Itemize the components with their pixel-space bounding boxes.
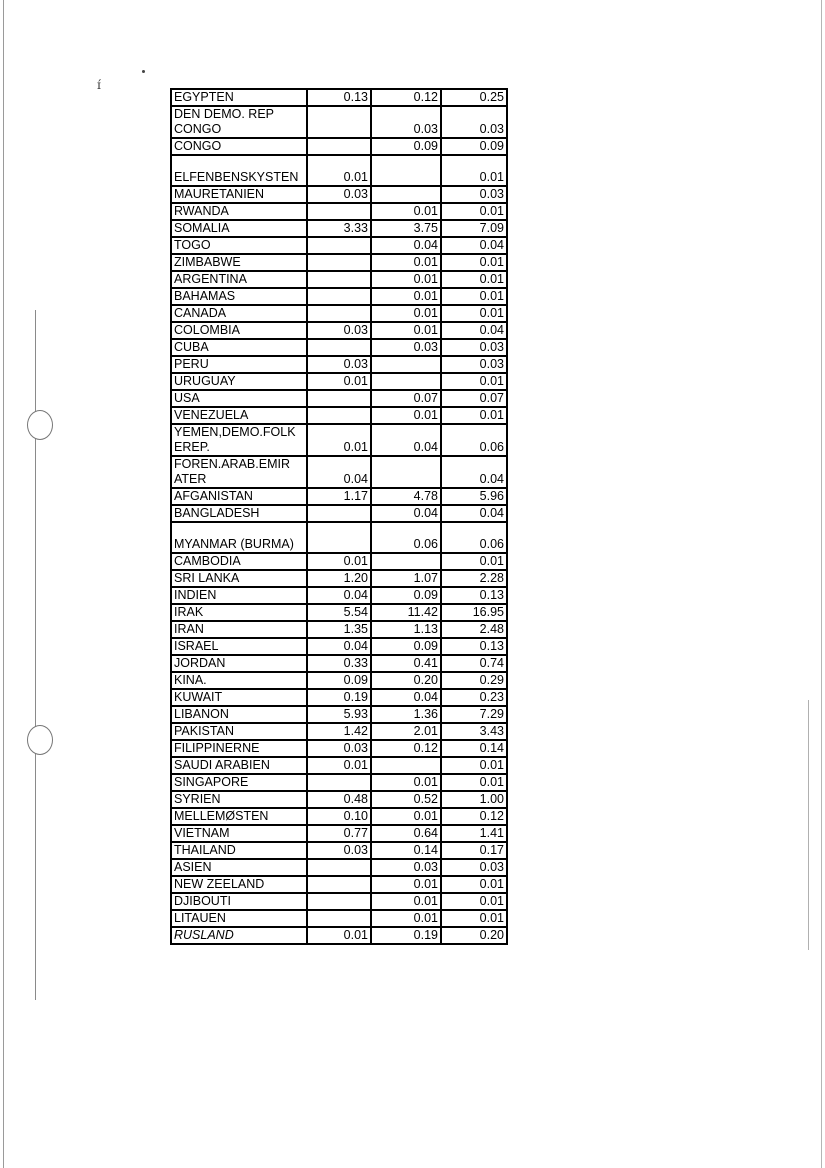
country-name-cell: DEN DEMO. REP CONGO xyxy=(171,106,307,138)
country-name-cell: ISRAEL xyxy=(171,638,307,655)
table-row xyxy=(171,106,507,138)
value-2-cell: 3.75 xyxy=(371,220,441,237)
table-row xyxy=(171,859,507,876)
total-cell: 0.01 xyxy=(441,407,507,424)
value-2-cell: 0.01 xyxy=(371,893,441,910)
value-2-cell: 0.64 xyxy=(371,825,441,842)
page-right-edge xyxy=(821,0,822,1168)
total-cell: 0.01 xyxy=(441,373,507,390)
country-name-cell: DJIBOUTI xyxy=(171,893,307,910)
table-row xyxy=(171,322,507,339)
total-cell: 0.01 xyxy=(441,203,507,220)
value-2-cell: 0.01 xyxy=(371,876,441,893)
value-1-cell xyxy=(307,106,371,138)
value-1-cell xyxy=(307,254,371,271)
table-row xyxy=(171,689,507,706)
table-row xyxy=(171,488,507,505)
country-name-cell: ZIMBABWE xyxy=(171,254,307,271)
value-2-cell xyxy=(371,456,441,488)
table-row xyxy=(171,791,507,808)
table-row xyxy=(171,89,507,106)
value-2-cell: 2.01 xyxy=(371,723,441,740)
total-cell: 1.41 xyxy=(441,825,507,842)
country-name-cell: IRAN xyxy=(171,621,307,638)
value-2-cell: 0.01 xyxy=(371,407,441,424)
total-cell: 0.01 xyxy=(441,305,507,322)
value-2-cell: 0.52 xyxy=(371,791,441,808)
value-2-cell: 0.09 xyxy=(371,587,441,604)
value-1-cell: 1.42 xyxy=(307,723,371,740)
country-name-cell: ASIEN xyxy=(171,859,307,876)
table-row xyxy=(171,570,507,587)
value-2-cell xyxy=(371,155,441,186)
total-cell: 0.03 xyxy=(441,356,507,373)
country-name-cell: JORDAN xyxy=(171,655,307,672)
table-row xyxy=(171,655,507,672)
value-2-cell: 0.12 xyxy=(371,740,441,757)
total-cell: 3.43 xyxy=(441,723,507,740)
value-2-cell: 0.03 xyxy=(371,106,441,138)
table-row xyxy=(171,553,507,570)
value-2-cell: 0.01 xyxy=(371,305,441,322)
country-name-cell: FOREN.ARAB.EMIR ATER xyxy=(171,456,307,488)
table-row xyxy=(171,927,507,944)
table-row xyxy=(171,621,507,638)
country-name-cell: CANADA xyxy=(171,305,307,322)
value-2-cell: 0.01 xyxy=(371,254,441,271)
table-row xyxy=(171,373,507,390)
value-1-cell: 3.33 xyxy=(307,220,371,237)
country-name-cell: SRI LANKA xyxy=(171,570,307,587)
total-cell: 0.01 xyxy=(441,876,507,893)
country-name-cell: PERU xyxy=(171,356,307,373)
value-1-cell: 5.93 xyxy=(307,706,371,723)
value-1-cell: 0.03 xyxy=(307,356,371,373)
value-1-cell xyxy=(307,305,371,322)
value-1-cell xyxy=(307,271,371,288)
total-cell: 0.04 xyxy=(441,322,507,339)
value-2-cell: 1.36 xyxy=(371,706,441,723)
country-name-cell: KINA. xyxy=(171,672,307,689)
value-1-cell: 0.13 xyxy=(307,89,371,106)
value-2-cell: 0.12 xyxy=(371,89,441,106)
value-2-cell: 0.01 xyxy=(371,322,441,339)
table-row xyxy=(171,505,507,522)
value-2-cell: 0.09 xyxy=(371,138,441,155)
value-1-cell: 0.04 xyxy=(307,456,371,488)
country-name-cell: YEMEN,DEMO.FOLK EREP. xyxy=(171,424,307,456)
value-2-cell: 0.04 xyxy=(371,689,441,706)
value-1-cell xyxy=(307,203,371,220)
value-1-cell xyxy=(307,774,371,791)
table-body xyxy=(171,89,507,944)
value-1-cell: 0.03 xyxy=(307,186,371,203)
total-cell: 0.07 xyxy=(441,390,507,407)
value-2-cell: 11.42 xyxy=(371,604,441,621)
total-cell: 0.01 xyxy=(441,893,507,910)
value-2-cell: 0.19 xyxy=(371,927,441,944)
country-name-cell: ELFENBENSKYSTEN xyxy=(171,155,307,186)
country-name-cell: RWANDA xyxy=(171,203,307,220)
punch-hole-top xyxy=(27,410,53,440)
table-row xyxy=(171,587,507,604)
country-name-cell: SOMALIA xyxy=(171,220,307,237)
table-row xyxy=(171,522,507,553)
country-name-cell: VIETNAM xyxy=(171,825,307,842)
table-row xyxy=(171,706,507,723)
value-1-cell xyxy=(307,505,371,522)
value-2-cell: 0.04 xyxy=(371,237,441,254)
table-row xyxy=(171,203,507,220)
country-name-cell: BANGLADESH xyxy=(171,505,307,522)
value-2-cell: 1.07 xyxy=(371,570,441,587)
total-cell: 7.29 xyxy=(441,706,507,723)
table-row xyxy=(171,723,507,740)
country-name-cell: PAKISTAN xyxy=(171,723,307,740)
country-name-cell: MELLEMØSTEN xyxy=(171,808,307,825)
value-1-cell: 0.01 xyxy=(307,373,371,390)
table-row xyxy=(171,808,507,825)
total-cell: 0.17 xyxy=(441,842,507,859)
country-name-cell: URUGUAY xyxy=(171,373,307,390)
table-row xyxy=(171,842,507,859)
total-cell: 5.96 xyxy=(441,488,507,505)
total-cell: 0.01 xyxy=(441,757,507,774)
total-cell: 0.01 xyxy=(441,155,507,186)
value-2-cell xyxy=(371,373,441,390)
value-2-cell xyxy=(371,757,441,774)
table-row xyxy=(171,910,507,927)
value-1-cell: 1.20 xyxy=(307,570,371,587)
total-cell: 0.01 xyxy=(441,553,507,570)
country-name-cell: MAURETANIEN xyxy=(171,186,307,203)
total-cell: 0.01 xyxy=(441,254,507,271)
total-cell: 0.23 xyxy=(441,689,507,706)
table-row xyxy=(171,138,507,155)
country-name-cell: LIBANON xyxy=(171,706,307,723)
total-cell: 1.00 xyxy=(441,791,507,808)
table-row xyxy=(171,271,507,288)
value-1-cell xyxy=(307,390,371,407)
table-row xyxy=(171,237,507,254)
value-1-cell: 0.09 xyxy=(307,672,371,689)
value-1-cell: 0.01 xyxy=(307,155,371,186)
value-1-cell xyxy=(307,237,371,254)
value-1-cell xyxy=(307,876,371,893)
value-2-cell: 0.09 xyxy=(371,638,441,655)
total-cell: 0.04 xyxy=(441,456,507,488)
value-2-cell: 0.14 xyxy=(371,842,441,859)
total-cell: 0.03 xyxy=(441,106,507,138)
table-row xyxy=(171,356,507,373)
value-1-cell xyxy=(307,522,371,553)
country-name-cell: VENEZUELA xyxy=(171,407,307,424)
value-1-cell: 0.01 xyxy=(307,424,371,456)
value-1-cell: 0.01 xyxy=(307,757,371,774)
total-cell: 0.25 xyxy=(441,89,507,106)
value-1-cell: 0.03 xyxy=(307,740,371,757)
total-cell: 0.74 xyxy=(441,655,507,672)
total-cell: 0.01 xyxy=(441,271,507,288)
total-cell: 0.04 xyxy=(441,505,507,522)
country-name-cell: TOGO xyxy=(171,237,307,254)
value-1-cell xyxy=(307,138,371,155)
value-1-cell: 0.19 xyxy=(307,689,371,706)
country-name-cell: LITAUEN xyxy=(171,910,307,927)
total-cell: 0.06 xyxy=(441,522,507,553)
total-cell: 0.03 xyxy=(441,186,507,203)
country-name-cell: BAHAMAS xyxy=(171,288,307,305)
table-row xyxy=(171,604,507,621)
value-2-cell: 0.03 xyxy=(371,859,441,876)
value-2-cell: 0.01 xyxy=(371,271,441,288)
value-1-cell: 0.01 xyxy=(307,927,371,944)
table-row xyxy=(171,774,507,791)
table-row xyxy=(171,825,507,842)
total-cell: 0.01 xyxy=(441,774,507,791)
value-2-cell xyxy=(371,186,441,203)
total-cell: 0.03 xyxy=(441,859,507,876)
country-name-cell: NEW ZEELAND xyxy=(171,876,307,893)
value-1-cell: 5.54 xyxy=(307,604,371,621)
total-cell: 0.03 xyxy=(441,339,507,356)
table-row xyxy=(171,288,507,305)
country-name-cell: CONGO xyxy=(171,138,307,155)
table-row xyxy=(171,876,507,893)
scan-dot xyxy=(142,70,145,73)
table-row xyxy=(171,456,507,488)
table-row xyxy=(171,339,507,356)
country-name-cell: MYANMAR (BURMA) xyxy=(171,522,307,553)
total-cell: 0.01 xyxy=(441,910,507,927)
country-name-cell: EGYPTEN xyxy=(171,89,307,106)
right-margin-line xyxy=(808,700,809,950)
country-name-cell: ARGENTINA xyxy=(171,271,307,288)
country-values-table xyxy=(170,88,508,945)
value-1-cell: 1.35 xyxy=(307,621,371,638)
table-row xyxy=(171,254,507,271)
total-cell: 0.13 xyxy=(441,638,507,655)
value-1-cell: 0.48 xyxy=(307,791,371,808)
value-1-cell: 1.17 xyxy=(307,488,371,505)
table-row xyxy=(171,220,507,237)
value-2-cell: 0.01 xyxy=(371,774,441,791)
value-2-cell: 0.01 xyxy=(371,808,441,825)
country-name-cell: AFGANISTAN xyxy=(171,488,307,505)
total-cell: 0.04 xyxy=(441,237,507,254)
total-cell: 0.20 xyxy=(441,927,507,944)
total-cell: 16.95 xyxy=(441,604,507,621)
total-cell: 0.12 xyxy=(441,808,507,825)
scan-mark: ɪ́ xyxy=(97,78,101,92)
country-name-cell: RUSLAND xyxy=(171,927,307,944)
value-1-cell: 0.04 xyxy=(307,587,371,604)
table-row xyxy=(171,740,507,757)
country-name-cell: SAUDI ARABIEN xyxy=(171,757,307,774)
value-2-cell xyxy=(371,356,441,373)
country-name-cell: CUBA xyxy=(171,339,307,356)
country-name-cell: CAMBODIA xyxy=(171,553,307,570)
value-2-cell: 0.01 xyxy=(371,910,441,927)
value-1-cell xyxy=(307,910,371,927)
total-cell: 0.01 xyxy=(441,288,507,305)
total-cell: 7.09 xyxy=(441,220,507,237)
country-table-container xyxy=(170,88,506,945)
value-2-cell: 0.04 xyxy=(371,505,441,522)
value-2-cell: 0.01 xyxy=(371,288,441,305)
country-name-cell: THAILAND xyxy=(171,842,307,859)
total-cell: 0.09 xyxy=(441,138,507,155)
value-1-cell xyxy=(307,893,371,910)
total-cell: 2.48 xyxy=(441,621,507,638)
country-name-cell: IRAK xyxy=(171,604,307,621)
table-row xyxy=(171,893,507,910)
total-cell: 0.29 xyxy=(441,672,507,689)
country-name-cell: COLOMBIA xyxy=(171,322,307,339)
table-row xyxy=(171,390,507,407)
total-cell: 0.06 xyxy=(441,424,507,456)
value-1-cell: 0.03 xyxy=(307,322,371,339)
value-1-cell xyxy=(307,859,371,876)
value-2-cell: 0.01 xyxy=(371,203,441,220)
country-name-cell: USA xyxy=(171,390,307,407)
table-row xyxy=(171,155,507,186)
table-row xyxy=(171,638,507,655)
table-row xyxy=(171,757,507,774)
value-1-cell: 0.04 xyxy=(307,638,371,655)
value-1-cell xyxy=(307,288,371,305)
value-1-cell: 0.77 xyxy=(307,825,371,842)
table-row xyxy=(171,407,507,424)
total-cell: 0.14 xyxy=(441,740,507,757)
value-1-cell: 0.10 xyxy=(307,808,371,825)
value-1-cell: 0.01 xyxy=(307,553,371,570)
value-2-cell: 1.13 xyxy=(371,621,441,638)
value-2-cell: 4.78 xyxy=(371,488,441,505)
country-name-cell: INDIEN xyxy=(171,587,307,604)
page-left-edge xyxy=(3,0,4,1168)
table-row xyxy=(171,672,507,689)
value-2-cell: 0.06 xyxy=(371,522,441,553)
value-1-cell xyxy=(307,339,371,356)
value-2-cell: 0.04 xyxy=(371,424,441,456)
country-name-cell: FILIPPINERNE xyxy=(171,740,307,757)
table-row xyxy=(171,305,507,322)
total-cell: 2.28 xyxy=(441,570,507,587)
value-1-cell: 0.03 xyxy=(307,842,371,859)
table-row xyxy=(171,424,507,456)
value-2-cell xyxy=(371,553,441,570)
punch-hole-bottom xyxy=(27,725,53,755)
country-name-cell: SINGAPORE xyxy=(171,774,307,791)
value-1-cell xyxy=(307,407,371,424)
country-name-cell: KUWAIT xyxy=(171,689,307,706)
value-2-cell: 0.03 xyxy=(371,339,441,356)
table-row xyxy=(171,186,507,203)
value-2-cell: 0.20 xyxy=(371,672,441,689)
country-name-cell: SYRIEN xyxy=(171,791,307,808)
value-1-cell: 0.33 xyxy=(307,655,371,672)
total-cell: 0.13 xyxy=(441,587,507,604)
value-2-cell: 0.07 xyxy=(371,390,441,407)
value-2-cell: 0.41 xyxy=(371,655,441,672)
